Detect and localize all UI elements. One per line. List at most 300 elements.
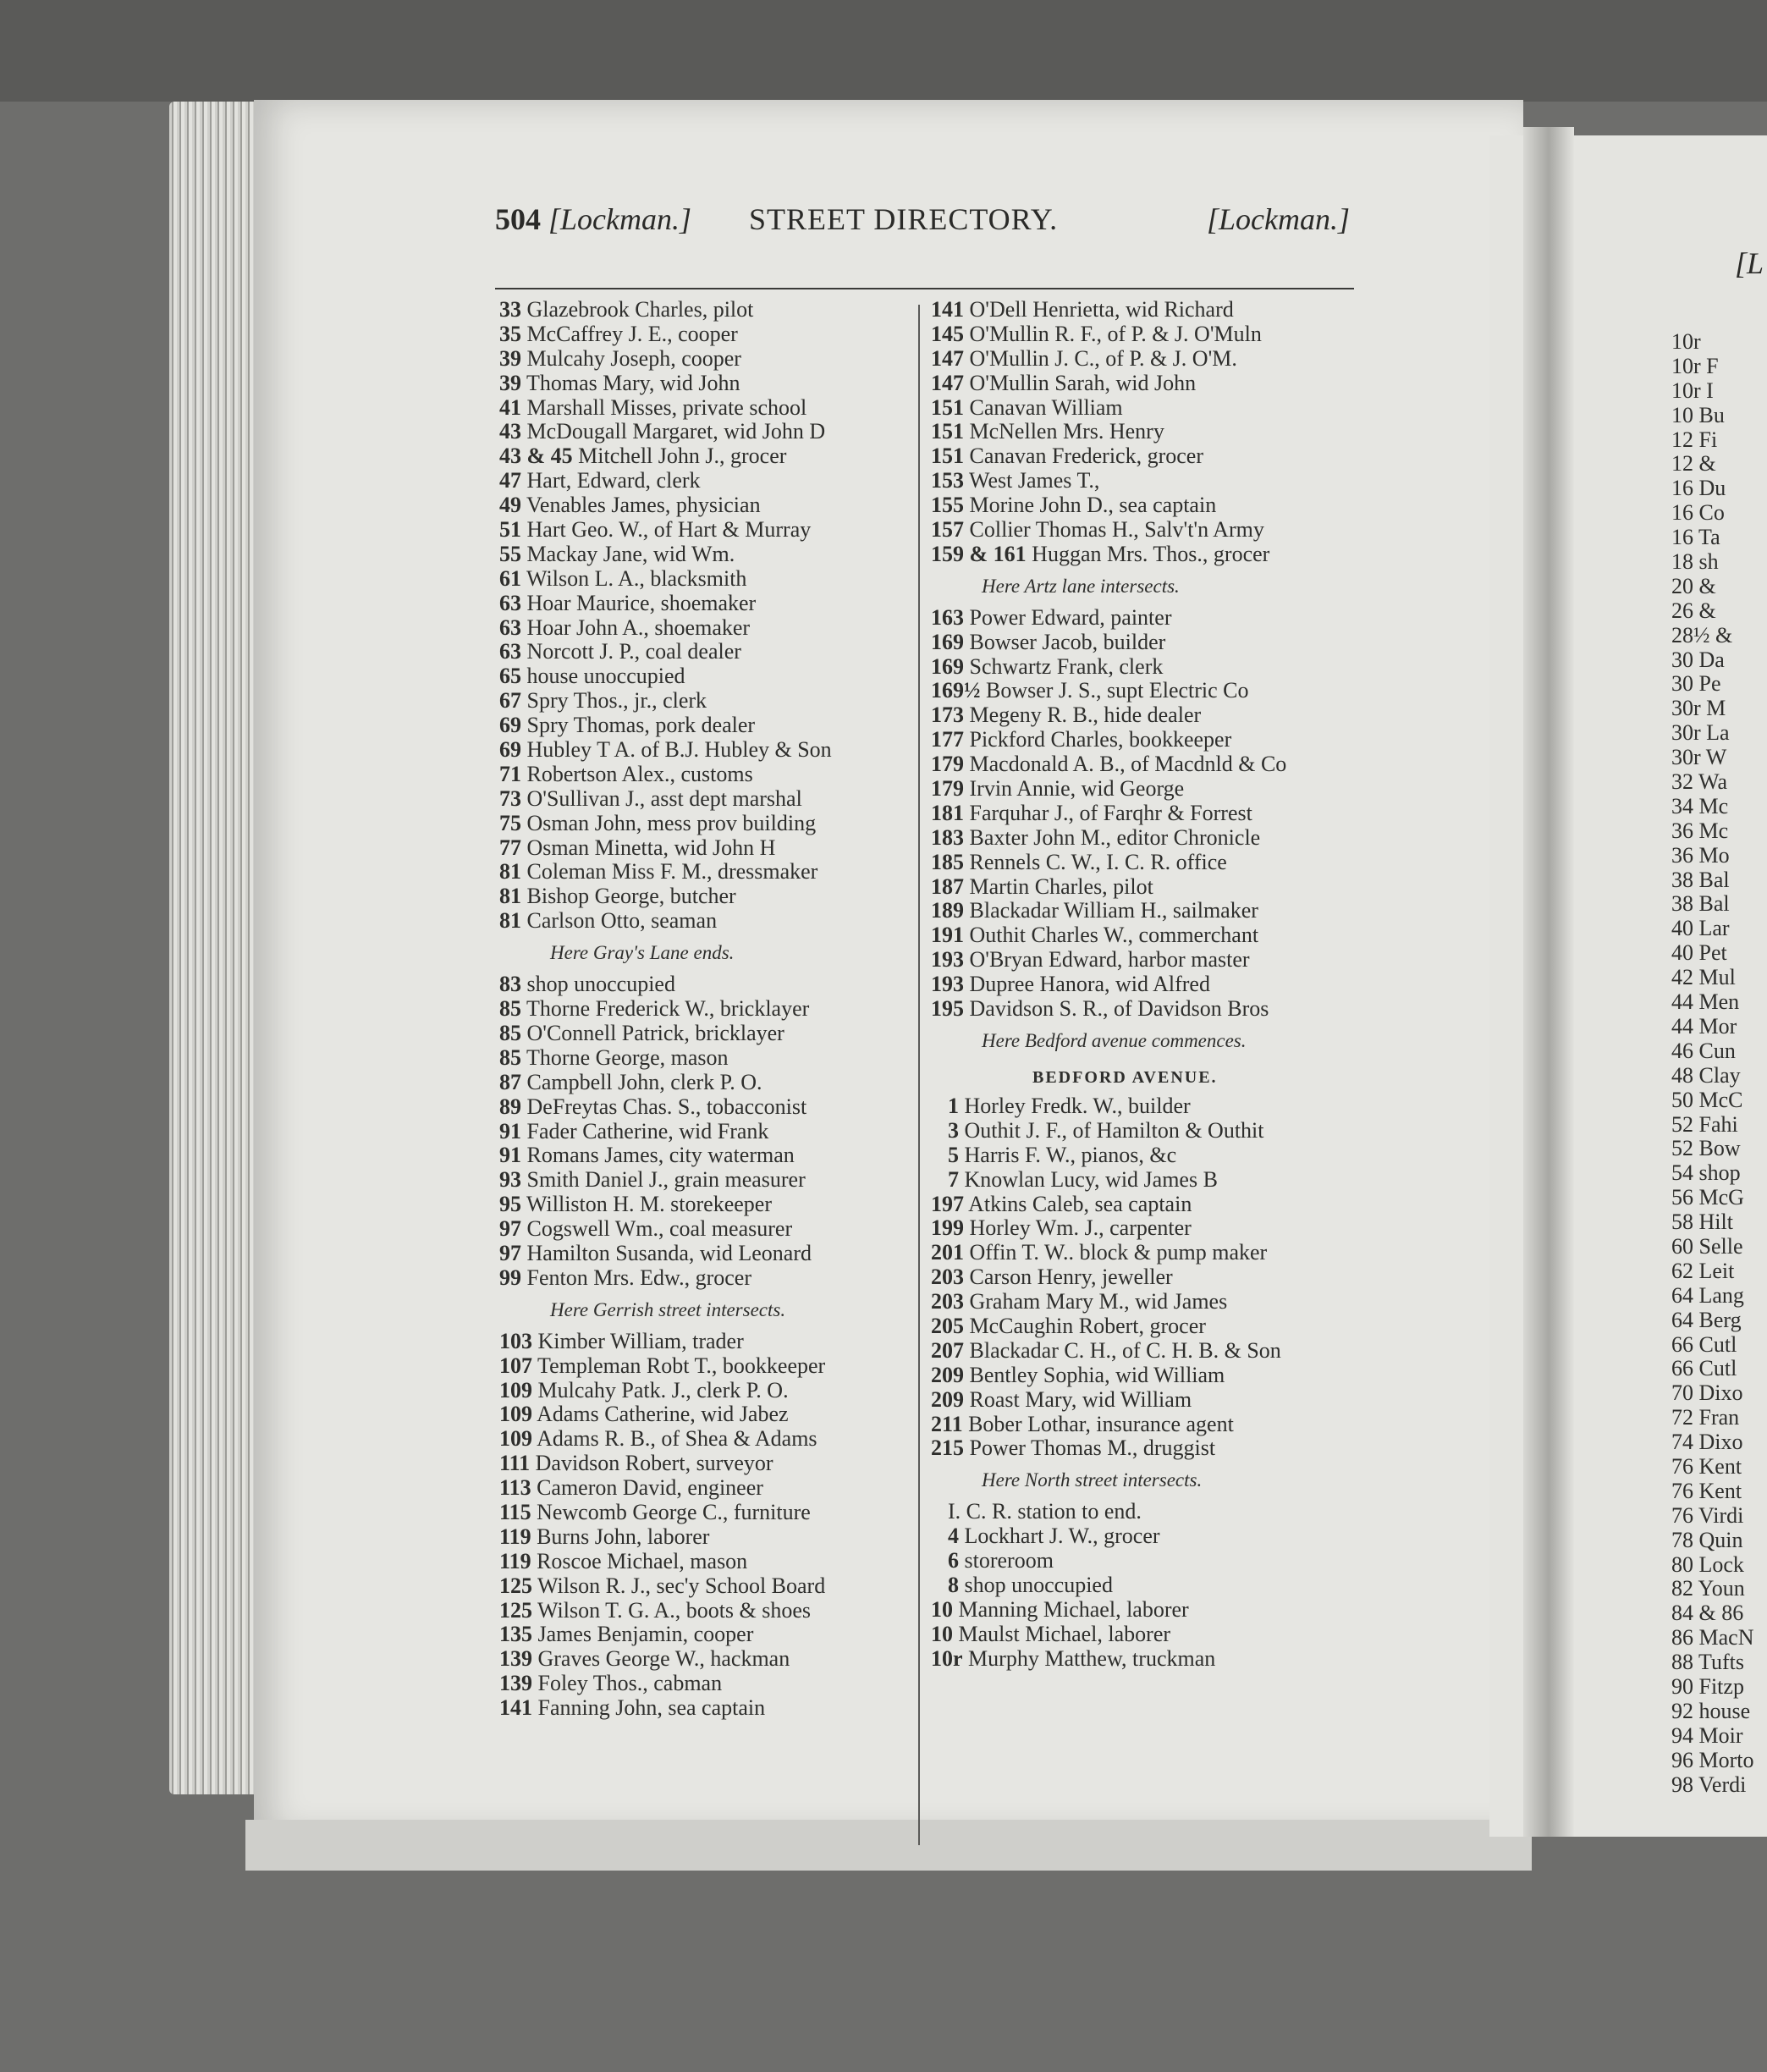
resident-text: O'Connell Patrick, bricklayer <box>521 1021 784 1045</box>
house-number: 205 <box>931 1314 964 1338</box>
directory-entry <box>499 592 939 616</box>
house-number: 135 <box>499 1623 532 1647</box>
house-number: 109 <box>499 1402 532 1427</box>
directory-entry <box>499 664 939 689</box>
house-number: 99 <box>499 1265 521 1290</box>
header-rule <box>495 288 1354 289</box>
directory-entry <box>499 836 939 861</box>
directory-entry <box>499 909 939 934</box>
directory-entry <box>499 763 939 787</box>
resident-text: O'Mullin J. C., of P. & J. O'M. <box>964 346 1237 371</box>
facing-page-line: 12 & <box>1671 452 1716 477</box>
facing-page-line: 44 Mor <box>1671 1014 1737 1039</box>
directory-entry <box>931 948 1371 973</box>
directory-entry <box>931 1573 1371 1598</box>
resident-text: Maulst Michael, laborer <box>953 1622 1171 1646</box>
house-number: 55 <box>499 542 521 566</box>
resident-text: Baxter John M., editor Chronicle <box>964 825 1261 850</box>
house-number: 193 <box>931 948 964 973</box>
directory-entry <box>499 1696 939 1721</box>
directory-entry <box>499 787 939 812</box>
resident-text: Mitchell John J., grocer <box>572 444 787 469</box>
house-number: 179 <box>931 777 964 802</box>
resident-text: Pickford Charles, bookkeeper <box>964 728 1232 752</box>
house-number: 73 <box>499 786 521 811</box>
resident-text: Spry Thos., jr., clerk <box>521 689 707 714</box>
resident-text: Huggan Mrs. Thos., grocer <box>1026 542 1270 566</box>
house-number: 113 <box>499 1476 531 1501</box>
resident-text: Adams Catherine, wid Jabez <box>532 1402 789 1427</box>
resident-text: Horley Fredk. W., builder <box>959 1094 1191 1118</box>
facing-page-line: 32 Wa <box>1671 770 1728 795</box>
page-number: 504 <box>495 202 541 236</box>
house-number: 69 <box>499 714 521 738</box>
facing-page-line: 54 shop <box>1671 1161 1741 1186</box>
directory-entry <box>499 1330 939 1354</box>
directory-entry <box>931 420 1371 444</box>
directory-entry <box>499 738 939 763</box>
facing-page-line: 82 Youn <box>1671 1577 1745 1601</box>
facing-page-line: 36 Mc <box>1671 818 1729 843</box>
directory-entry <box>499 1143 939 1168</box>
directory-entry <box>499 1193 939 1217</box>
house-number: 107 <box>499 1353 532 1378</box>
resident-text: Bowser Jacob, builder <box>964 630 1166 654</box>
facing-page-line: 66 Cutl <box>1671 1332 1737 1357</box>
house-number: 187 <box>931 874 964 899</box>
directory-entry <box>499 1217 939 1242</box>
house-number: 203 <box>931 1265 964 1290</box>
resident-text: Romans James, city waterman <box>521 1143 795 1168</box>
house-number: 5 <box>948 1143 959 1167</box>
facing-page-line: 66 Cutl <box>1671 1357 1737 1381</box>
resident-text: shop unoccupied <box>959 1573 1113 1597</box>
directory-entry <box>499 1402 939 1427</box>
house-number: 151 <box>931 395 964 420</box>
facing-page-line: 92 house <box>1671 1699 1751 1723</box>
directory-entry <box>499 1427 939 1452</box>
house-number: 195 <box>931 997 964 1022</box>
directory-entry <box>499 1242 939 1266</box>
street-note: Here Bedford avenue commences. <box>982 1029 1247 1051</box>
resident-text: Davidson Robert, surveyor <box>530 1452 773 1476</box>
facing-page-line: 30r W <box>1671 746 1727 770</box>
resident-text: Newcomb George C., furniture <box>531 1500 811 1524</box>
directory-entry <box>931 606 1371 631</box>
facing-page-line: 18 sh <box>1671 550 1719 575</box>
directory-entry <box>931 1193 1371 1217</box>
facing-page-line: 60 Selle <box>1671 1234 1743 1259</box>
house-number: 163 <box>931 605 964 630</box>
house-number: 147 <box>931 371 964 395</box>
house-number: 10r <box>931 1646 963 1671</box>
resident-text: Carlson Otto, seaman <box>521 909 718 934</box>
house-number: 209 <box>931 1387 964 1412</box>
directory-entry <box>931 728 1371 752</box>
directory-entry <box>931 997 1371 1022</box>
facing-page-line: 10r F <box>1671 354 1719 378</box>
resident-text: Power Edward, painter <box>964 605 1172 630</box>
directory-entry <box>931 396 1371 421</box>
resident-text: Blackadar C. H., of C. H. B. & Son <box>964 1338 1281 1363</box>
directory-entry <box>499 616 939 641</box>
house-number: 1 <box>948 1094 959 1118</box>
resident-text: Roscoe Michael, mason <box>531 1549 748 1573</box>
house-number: 199 <box>931 1216 964 1241</box>
resident-text: Norcott J. P., coal dealer <box>521 640 741 664</box>
house-number: 63 <box>499 591 521 615</box>
house-number: 93 <box>499 1168 521 1193</box>
facing-page-line: 56 McG <box>1671 1186 1744 1210</box>
house-number: 49 <box>499 493 521 518</box>
resident-text: Canavan William <box>964 395 1123 420</box>
resident-text: Spry Thomas, pork dealer <box>521 714 756 738</box>
house-number: 77 <box>499 835 521 860</box>
house-number: 8 <box>948 1573 959 1597</box>
directory-entry <box>499 372 939 396</box>
house-number: 173 <box>931 703 964 728</box>
directory-entry <box>499 1647 939 1672</box>
facing-page-line: 42 Mul <box>1671 966 1736 990</box>
facing-page-line: 38 Bal <box>1671 892 1730 917</box>
house-number: 115 <box>499 1500 531 1524</box>
house-number: 183 <box>931 825 964 850</box>
top-shadow <box>0 0 1767 102</box>
resident-text: Wilson T. G. A., boots & shoes <box>532 1598 812 1623</box>
house-number: 141 <box>931 298 964 322</box>
facing-page-line: 64 Berg <box>1671 1308 1742 1332</box>
resident-text: Irvin Annie, wid George <box>964 777 1185 802</box>
resident-text: Harris F. W., pianos, &c <box>959 1143 1177 1167</box>
directory-entry <box>499 322 939 347</box>
directory-entry <box>499 997 939 1022</box>
resident-text: McNellen Mrs. Henry <box>964 420 1164 444</box>
directory-entry <box>499 1168 939 1193</box>
street-note: Here Gray's Lane ends. <box>550 942 735 964</box>
house-number: 215 <box>931 1436 964 1461</box>
resident-text: West James T., <box>964 469 1100 493</box>
directory-entry <box>931 679 1371 703</box>
directory-entry <box>499 1599 939 1623</box>
facing-page-line: 62 Leit <box>1671 1259 1735 1283</box>
resident-text: Davidson S. R., of Davidson Bros <box>964 997 1269 1022</box>
resident-text: Graves George W., hackman <box>532 1647 790 1672</box>
resident-text: Coleman Miss F. M., dressmaker <box>521 860 818 884</box>
right-column <box>931 298 1371 1672</box>
resident-text: Hart Geo. W., of Hart & Murray <box>521 518 812 543</box>
directory-entry <box>931 851 1371 875</box>
house-number: 33 <box>499 298 521 322</box>
directory-entry <box>931 1119 1371 1143</box>
facing-page-line: 16 Du <box>1671 477 1726 501</box>
resident-text: Osman John, mess prov building <box>521 811 817 835</box>
facing-page-line: 12 Fi <box>1671 427 1718 452</box>
directory-entry <box>499 396 939 421</box>
resident-text: McDougall Margaret, wid John D <box>521 420 826 444</box>
resident-text: Megeny R. B., hide dealer <box>964 703 1202 728</box>
resident-text: Wilson R. J., sec'y School Board <box>532 1573 826 1598</box>
house-number: 119 <box>499 1524 531 1549</box>
directory-entry <box>499 444 939 469</box>
resident-text: O'Bryan Edward, harbor master <box>964 948 1250 973</box>
facing-page-line: 36 Mo <box>1671 843 1730 868</box>
resident-text: Dupree Hanora, wid Alfred <box>964 973 1210 997</box>
facing-page-line: 72 Fran <box>1671 1406 1740 1430</box>
resident-text: Williston H. M. storekeeper <box>521 1193 772 1217</box>
directory-entry <box>499 884 939 909</box>
directory-entry <box>931 1388 1371 1413</box>
facing-page-line: 30r M <box>1671 697 1726 721</box>
resident-text: Burns John, laborer <box>531 1524 710 1549</box>
house-number: 203 <box>931 1290 964 1314</box>
resident-text: Martin Charles, pilot <box>964 874 1153 899</box>
resident-text: Smith Daniel J., grain measurer <box>521 1168 806 1193</box>
house-number: 97 <box>499 1217 521 1242</box>
house-number: 4 <box>948 1524 959 1549</box>
directory-entry <box>931 1314 1371 1339</box>
directory-entry <box>499 1120 939 1144</box>
house-number: 153 <box>931 469 964 493</box>
directory-entry <box>931 322 1371 347</box>
facing-page-line: 20 & <box>1671 574 1716 598</box>
directory-entry <box>931 493 1371 518</box>
directory-entry <box>931 802 1371 826</box>
header-left-bracket: [Lockman.] <box>548 202 691 236</box>
facing-page-line: 52 Fahi <box>1671 1112 1738 1137</box>
facing-page-line: 26 & <box>1671 598 1716 623</box>
house-number: 157 <box>931 518 964 543</box>
house-number: 35 <box>499 322 521 346</box>
directory-entry <box>931 1094 1371 1119</box>
house-number: 89 <box>499 1094 521 1119</box>
section-heading: BEDFORD AVENUE. <box>1032 1067 1218 1087</box>
resident-text: James Benjamin, cooper <box>532 1623 754 1647</box>
house-number: 7 <box>948 1167 959 1192</box>
directory-entry <box>931 518 1371 543</box>
facing-page-line: 34 Mc <box>1671 794 1729 818</box>
resident-text: Mulcahy Joseph, cooper <box>521 346 741 371</box>
facing-page-line: 76 Virdi <box>1671 1503 1744 1528</box>
resident-text: O'Dell Henrietta, wid Richard <box>964 298 1234 322</box>
house-number: 103 <box>499 1329 532 1353</box>
house-number: 169 <box>931 630 964 654</box>
directory-entry <box>931 1265 1371 1290</box>
directory-entry <box>499 860 939 884</box>
directory-entry <box>499 1071 939 1095</box>
resident-text: Fader Catherine, wid Frank <box>521 1119 769 1143</box>
house-number: 63 <box>499 640 521 664</box>
directory-entry <box>499 1266 939 1291</box>
directory-entry <box>931 703 1371 728</box>
directory-entry <box>499 1525 939 1550</box>
directory-entry <box>931 1241 1371 1265</box>
house-number: 191 <box>931 923 964 948</box>
resident-text: Manning Michael, laborer <box>953 1597 1189 1622</box>
house-number: 207 <box>931 1338 964 1363</box>
resident-text: Mackay Jane, wid Wm. <box>521 542 735 566</box>
house-number: 63 <box>499 615 521 640</box>
house-number: 95 <box>499 1193 521 1217</box>
directory-entry <box>931 1216 1371 1241</box>
house-number: 47 <box>499 469 521 493</box>
directory-entry <box>931 1413 1371 1437</box>
resident-text: Hart, Edward, clerk <box>521 469 701 493</box>
resident-text: O'Sullivan J., asst dept marshal <box>521 786 802 811</box>
directory-entry <box>499 1476 939 1501</box>
resident-text: Morine John D., sea captain <box>964 493 1217 518</box>
directory-entry <box>931 1500 1371 1524</box>
directory-entry <box>499 1046 939 1071</box>
directory-entry <box>931 1549 1371 1573</box>
resident-text: Hubley T A. of B.J. Hubley & Son <box>521 738 832 763</box>
directory-entry <box>931 655 1371 680</box>
house-number: 111 <box>499 1452 531 1476</box>
running-header <box>495 201 1350 244</box>
house-number: 81 <box>499 860 521 884</box>
directory-entry <box>499 1022 939 1046</box>
directory-entry <box>499 1095 939 1120</box>
resident-text: Roast Mary, wid William <box>964 1387 1192 1412</box>
directory-entry <box>931 372 1371 396</box>
directory-entry <box>931 469 1371 493</box>
directory-entry <box>931 1524 1371 1549</box>
house-number: 189 <box>931 899 964 923</box>
directory-entry <box>499 543 939 567</box>
resident-text: Wilson L. A., blacksmith <box>521 566 747 591</box>
resident-text: DeFreytas Chas. S., tobacconist <box>521 1094 807 1119</box>
directory-entry <box>931 752 1371 777</box>
resident-text: Mulcahy Patk. J., clerk P. O. <box>532 1378 789 1402</box>
facing-page-line: 46 Cun <box>1671 1039 1736 1063</box>
house-number: 71 <box>499 762 521 786</box>
directory-entry <box>499 493 939 518</box>
resident-text: Offin T. W.. block & pump maker <box>964 1241 1268 1265</box>
facing-page-line: 88 Tufts <box>1671 1650 1744 1675</box>
directory-entry <box>499 1452 939 1476</box>
house-number: 193 <box>931 973 964 997</box>
house-number: 151 <box>931 420 964 444</box>
directory-entry <box>931 543 1371 567</box>
resident-text: Power Thomas M., druggist <box>964 1436 1216 1461</box>
directory-entry <box>499 689 939 714</box>
facing-page-line: 40 Pet <box>1671 941 1727 966</box>
directory-entry <box>499 1379 939 1403</box>
facing-page-line: 96 Morto <box>1671 1748 1754 1772</box>
directory-entry <box>931 923 1371 948</box>
resident-text: Hoar John A., shoemaker <box>521 615 751 640</box>
house-number: 119 <box>499 1549 531 1573</box>
facing-page-line: 94 Moir <box>1671 1723 1743 1748</box>
facing-page-line: 10 Bu <box>1671 403 1725 427</box>
header-right-bracket: [Lockman.] <box>1207 202 1350 236</box>
street-note: Here Artz lane intersects. <box>982 575 1180 597</box>
house-number: 169 <box>931 654 964 679</box>
house-number: 125 <box>499 1573 532 1598</box>
facing-page-line: 10r I <box>1671 378 1714 403</box>
directory-entry <box>499 973 939 997</box>
house-number: 75 <box>499 811 521 835</box>
house-number: 39 <box>499 346 521 371</box>
directory-entry <box>931 973 1371 997</box>
directory-entry <box>931 1339 1371 1364</box>
resident-text: Thomas Mary, wid John <box>521 371 740 395</box>
house-number: 10 <box>931 1622 953 1646</box>
house-number: 43 <box>499 420 521 444</box>
directory-entry <box>499 298 939 322</box>
resident-text: Marshall Misses, private school <box>521 395 807 420</box>
house-number: 6 <box>948 1549 959 1573</box>
house-number: 159 & 161 <box>931 542 1027 566</box>
resident-text: Rennels C. W., I. C. R. office <box>964 850 1227 874</box>
resident-text: Schwartz Frank, clerk <box>964 654 1164 679</box>
house-number: 81 <box>499 909 521 934</box>
resident-text: Knowlan Lucy, wid James B <box>959 1167 1218 1192</box>
house-number: 67 <box>499 689 521 714</box>
resident-text: Cameron David, engineer <box>531 1476 763 1501</box>
resident-text: Macdonald A. B., of Macdnld & Co <box>964 752 1287 777</box>
directory-entry <box>499 1623 939 1647</box>
directory-entry <box>499 1550 939 1574</box>
resident-text: house unoccupied <box>521 664 685 689</box>
resident-text: Fenton Mrs. Edw., grocer <box>521 1265 751 1290</box>
resident-text: Outhit J. F., of Hamilton & Outhit <box>959 1118 1264 1143</box>
facing-page-line: 76 Kent <box>1671 1454 1742 1479</box>
house-number: 43 & 45 <box>499 444 573 469</box>
house-number: 83 <box>499 973 521 997</box>
house-number: 179 <box>931 752 964 777</box>
house-number: 185 <box>931 850 964 874</box>
resident-text: Murphy Matthew, truckman <box>962 1646 1216 1671</box>
facing-page-line: 52 Bow <box>1671 1137 1741 1161</box>
house-number: 61 <box>499 566 521 591</box>
resident-text: Collier Thomas H., Salv't'n Army <box>964 518 1264 543</box>
house-number: 81 <box>499 884 521 909</box>
house-number: 141 <box>499 1696 532 1721</box>
resident-text: Lockhart J. W., grocer <box>959 1524 1160 1549</box>
facing-page-line: 80 Lock <box>1671 1552 1744 1577</box>
resident-text: Bentley Sophia, wid William <box>964 1363 1225 1387</box>
directory-entry <box>499 1672 939 1696</box>
facing-page-line: 30 Pe <box>1671 672 1721 697</box>
resident-text: Foley Thos., cabman <box>532 1672 723 1696</box>
house-number: 125 <box>499 1598 532 1623</box>
resident-text: Horley Wm. J., carpenter <box>964 1216 1192 1241</box>
facing-page-line: 40 Lar <box>1671 917 1730 941</box>
house-number: 177 <box>931 728 964 752</box>
house-number: 139 <box>499 1672 532 1696</box>
resident-text: Hamilton Susanda, wid Leonard <box>521 1241 812 1265</box>
directory-entry <box>931 1143 1371 1168</box>
house-number: 145 <box>931 322 964 346</box>
facing-page-line: 58 Hilt <box>1671 1210 1733 1235</box>
resident-text: O'Mullin Sarah, wid John <box>964 371 1197 395</box>
directory-entry <box>931 1168 1371 1193</box>
resident-text: Bober Lothar, insurance agent <box>962 1412 1234 1436</box>
house-number: 91 <box>499 1143 521 1168</box>
house-number: 85 <box>499 1045 521 1070</box>
directory-entry <box>931 347 1371 372</box>
directory-entry <box>931 1647 1371 1672</box>
page-bottom-edge <box>245 1820 1532 1871</box>
resident-text: Kimber William, trader <box>532 1329 744 1353</box>
resident-text: Cogswell Wm., coal measurer <box>521 1217 793 1242</box>
facing-page-line: 28½ & <box>1671 623 1733 648</box>
facing-page-line: 30r La <box>1671 721 1730 746</box>
house-number: 69 <box>499 738 521 763</box>
directory-entry <box>499 347 939 372</box>
facing-page-line: 98 Verdi <box>1671 1772 1747 1797</box>
directory-entry <box>931 875 1371 900</box>
